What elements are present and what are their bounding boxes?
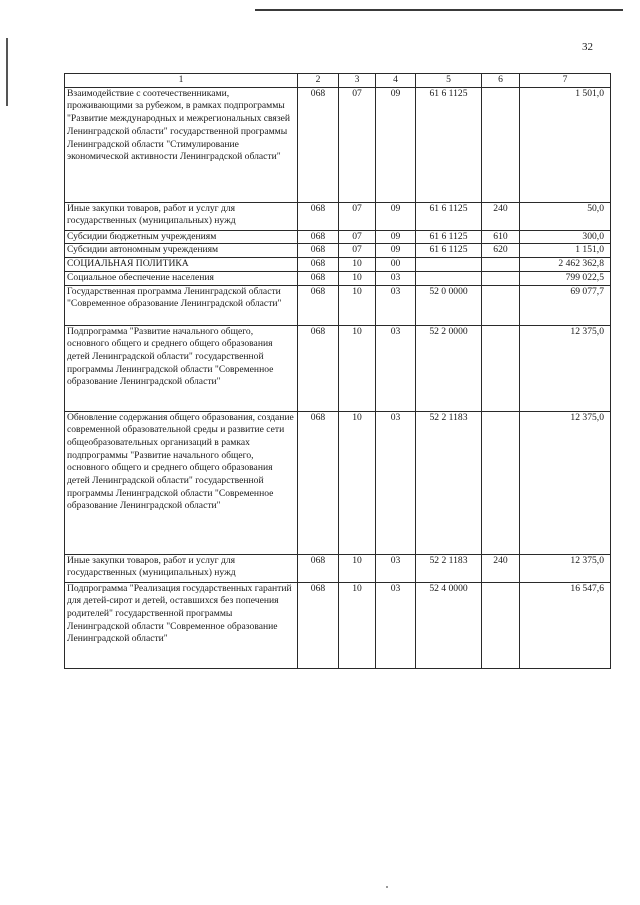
- row-expense-type: [482, 325, 520, 411]
- row-amount: 12 375,0: [520, 411, 611, 554]
- row-amount: 1 501,0: [520, 87, 611, 202]
- row-expense-type: 620: [482, 244, 520, 258]
- row-name: Иные закупки товаров, работ и услуг для государственных (муниципальных) нужд: [65, 202, 298, 230]
- row-name: Обновление содержания общего образования, создание современной образовательной среды и развитие сети общеобразовательных организаций в рамках подпрограммы "Развитие начального общего, основного общего и среднего общего образования детей Ленинградской области" государственной программы Ленинградской области "Современное образование Ленинградской области": [65, 411, 298, 554]
- row-name: Субсидии бюджетным учреждениям: [65, 230, 298, 244]
- column-header: 2: [298, 74, 339, 88]
- row-target-code: 52 2 1183: [416, 411, 482, 554]
- row-expense-type: 610: [482, 230, 520, 244]
- row-subsection: 09: [376, 202, 416, 230]
- row-expense-type: [482, 582, 520, 668]
- row-target-code: [416, 271, 482, 285]
- row-name: Социальное обеспечение населения: [65, 271, 298, 285]
- row-expense-type: 240: [482, 202, 520, 230]
- table-row: [65, 258, 611, 272]
- row-ministry-code: 068: [298, 230, 339, 244]
- row-ministry-code: 068: [298, 202, 339, 230]
- row-section: 10: [339, 271, 376, 285]
- row-ministry-code: 068: [298, 258, 339, 272]
- row-section: 10: [339, 554, 376, 582]
- table-row: [65, 582, 611, 668]
- row-amount: 16 547,6: [520, 582, 611, 668]
- table-row: [65, 271, 611, 285]
- row-name: Взаимодействие с соотечественниками, проживающими за рубежом, в рамках подпрограммы "Развитие международных и межрегиональных связей Ленинградской области" государственной программы Ленинградской области "Стимулирование экономической активности Ленинградской области": [65, 87, 298, 202]
- row-section: 10: [339, 582, 376, 668]
- row-expense-type: [482, 258, 520, 272]
- row-section: 10: [339, 285, 376, 325]
- row-section: 07: [339, 87, 376, 202]
- row-name: СОЦИАЛЬНАЯ ПОЛИТИКА: [65, 258, 298, 272]
- row-subsection: 03: [376, 285, 416, 325]
- row-section: 10: [339, 258, 376, 272]
- row-ministry-code: 068: [298, 285, 339, 325]
- row-section: 07: [339, 244, 376, 258]
- budget-table: [64, 73, 611, 669]
- row-target-code: 52 4 0000: [416, 582, 482, 668]
- row-amount: 69 077,7: [520, 285, 611, 325]
- row-target-code: 61 6 1125: [416, 244, 482, 258]
- row-name: Иные закупки товаров, работ и услуг для государственных (муниципальных) нужд: [65, 554, 298, 582]
- row-subsection: 03: [376, 325, 416, 411]
- table-row: [65, 411, 611, 554]
- header-rule: [255, 9, 623, 11]
- row-expense-type: [482, 285, 520, 325]
- row-amount: 799 022,5: [520, 271, 611, 285]
- row-section: 07: [339, 202, 376, 230]
- row-expense-type: [482, 411, 520, 554]
- table-row: [65, 244, 611, 258]
- row-target-code: 52 2 0000: [416, 325, 482, 411]
- row-name: Подпрограмма "Развитие начального общего, основного общего и среднего общего образования детей Ленинградской области" государственной программы Ленинградской области "Современное образование Ленинградской области": [65, 325, 298, 411]
- row-amount: 2 462 362,8: [520, 258, 611, 272]
- table-row: [65, 202, 611, 230]
- row-subsection: 09: [376, 230, 416, 244]
- table-header-row: [65, 74, 611, 88]
- row-target-code: 52 0 0000: [416, 285, 482, 325]
- row-subsection: 03: [376, 411, 416, 554]
- row-expense-type: [482, 271, 520, 285]
- row-subsection: 09: [376, 244, 416, 258]
- row-expense-type: [482, 87, 520, 202]
- table-row: [65, 554, 611, 582]
- row-subsection: 00: [376, 258, 416, 272]
- row-target-code: 61 6 1125: [416, 230, 482, 244]
- row-name: Подпрограмма "Реализация государственных гарантий для детей-сирот и детей, оставшихся без попечения родителей" государственной программы Ленинградской области "Современное образование Ленинградской области": [65, 582, 298, 668]
- column-header: 5: [416, 74, 482, 88]
- table-row: [65, 87, 611, 202]
- row-subsection: 09: [376, 87, 416, 202]
- row-amount: 50,0: [520, 202, 611, 230]
- row-amount: 12 375,0: [520, 325, 611, 411]
- row-section: 07: [339, 230, 376, 244]
- row-amount: 12 375,0: [520, 554, 611, 582]
- row-ministry-code: 068: [298, 244, 339, 258]
- row-amount: 300,0: [520, 230, 611, 244]
- row-target-code: 52 2 1183: [416, 554, 482, 582]
- row-name: Государственная программа Ленинградской области "Современное образование Ленинградской области": [65, 285, 298, 325]
- page-number: 32: [582, 41, 593, 53]
- column-header: 3: [339, 74, 376, 88]
- margin-mark: [6, 38, 8, 106]
- scan-speck: [386, 886, 388, 888]
- row-ministry-code: 068: [298, 87, 339, 202]
- row-subsection: 03: [376, 582, 416, 668]
- row-ministry-code: 068: [298, 325, 339, 411]
- column-header: 6: [482, 74, 520, 88]
- row-name: Субсидии автономным учреждениям: [65, 244, 298, 258]
- table-row: [65, 285, 611, 325]
- column-header: 1: [65, 74, 298, 88]
- row-target-code: 61 6 1125: [416, 87, 482, 202]
- row-subsection: 03: [376, 554, 416, 582]
- row-ministry-code: 068: [298, 582, 339, 668]
- row-target-code: [416, 258, 482, 272]
- row-section: 10: [339, 325, 376, 411]
- row-ministry-code: 068: [298, 554, 339, 582]
- table-row: [65, 325, 611, 411]
- column-header: 7: [520, 74, 611, 88]
- row-amount: 1 151,0: [520, 244, 611, 258]
- row-target-code: 61 6 1125: [416, 202, 482, 230]
- row-subsection: 03: [376, 271, 416, 285]
- row-ministry-code: 068: [298, 411, 339, 554]
- table-row: [65, 230, 611, 244]
- row-section: 10: [339, 411, 376, 554]
- column-header: 4: [376, 74, 416, 88]
- row-expense-type: 240: [482, 554, 520, 582]
- row-ministry-code: 068: [298, 271, 339, 285]
